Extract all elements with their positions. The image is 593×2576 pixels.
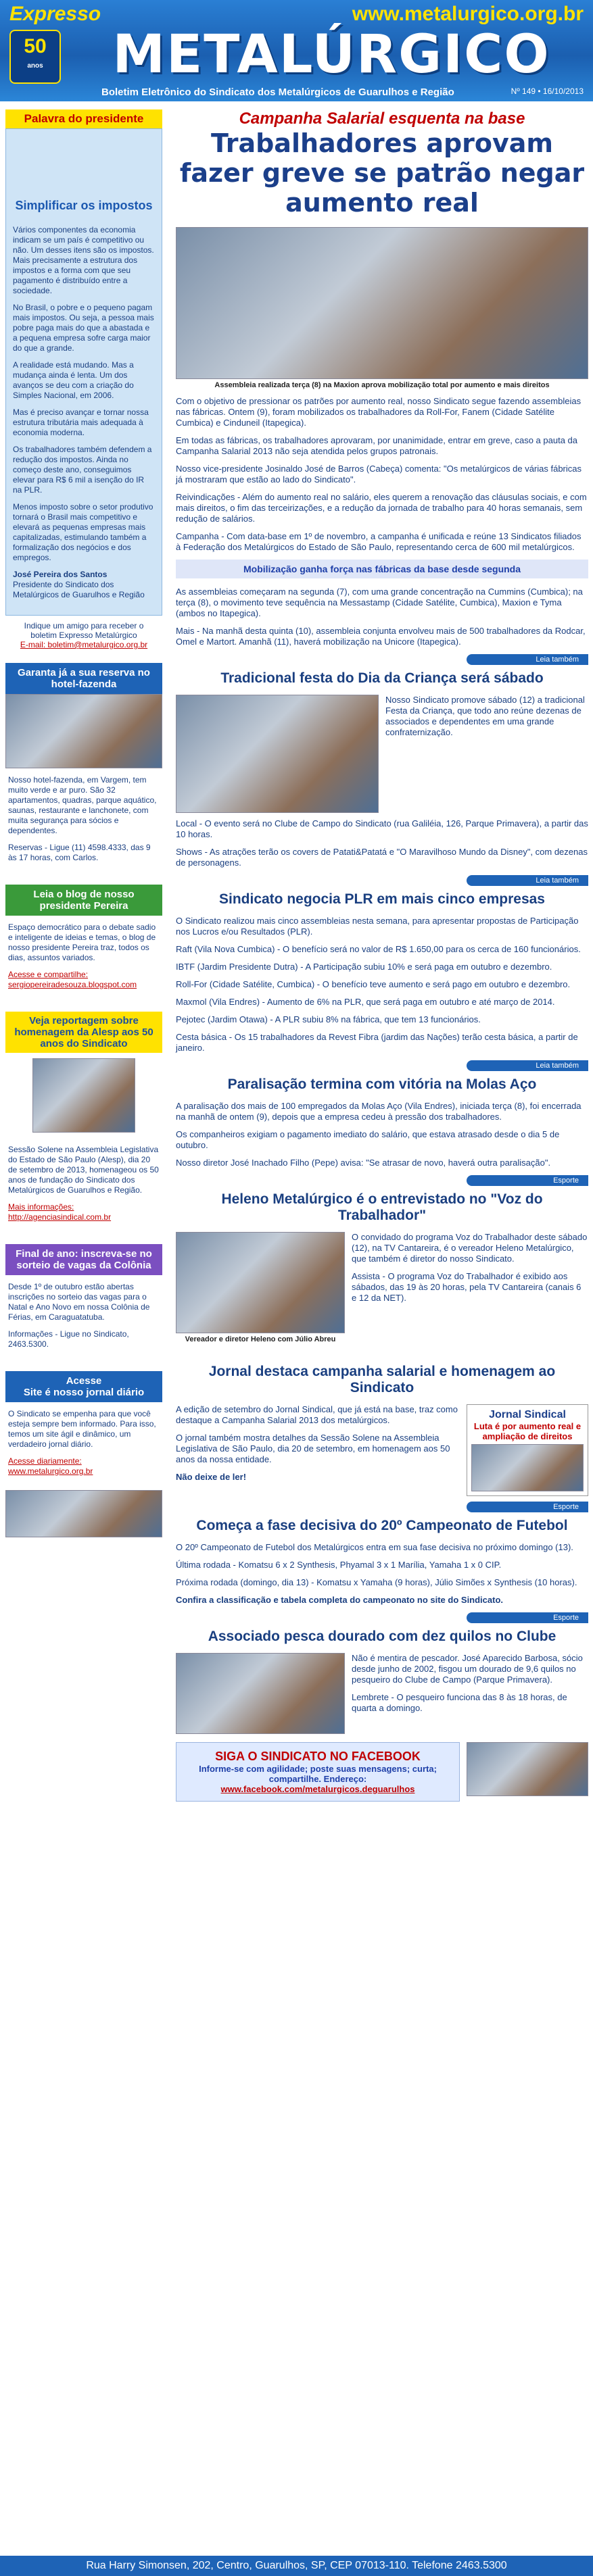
blog-text: Espaço democrático para o debate sadio e inteligente de ideias e temas, o blog de nosso presidente Pereira traz, todos os dias, assuntos variados. — [8, 922, 156, 962]
jornal-para: A edição de setembro do Jornal Sindical, que já está na base, traz como destaque a Campanha Salarial 2013 dos metalúrgicos. — [176, 1404, 458, 1425]
hotel-header: Garanta já a sua reserva no hotel-fazenda — [5, 663, 162, 694]
plr-item: O Sindicato realizou mais cinco assembleias nesta semana, para apresentar propostas de Participação nos Lucros e/ou Resultados (PLR). — [176, 916, 579, 937]
indique-box: Indique um amigo para receber o boletim Expresso Metalúrgico E-mail: boletim@metalurgico.org.br — [5, 616, 162, 655]
president-para: A realidade está mudando. Mas a mudança ainda é lenta. Um dos avanços se deu com a criação do Simples Nacional, em 2006. — [13, 360, 134, 400]
left-column — [5, 109, 162, 1537]
article-para: Com o objetivo de pressionar os patrões por aumento real, nosso Sindicato segue fazendo assembleias nas fábricas. Ontem (9), foram mobilizados os trabalhadores da Roll-For, Fanem (Cidade Satélite Cumbica) e Cinduneil (Itapegica). — [176, 396, 582, 428]
esporte-tag: Esporte — [467, 1502, 588, 1512]
heleno-assist: Assista - O programa Voz do Trabalhador é exibido aos sábados, das 19 às 20 horas, pela TV Cantareira (canais 6 e 12 da NET). — [352, 1271, 582, 1303]
crianca-photo — [176, 695, 379, 813]
leia-tag: Leia também — [467, 1060, 588, 1071]
molas-para: Os companheiros exigiam o pagamento imediato do salário, que estava atrasado desde o dia 5 de outubro. — [176, 1129, 560, 1150]
crianca-text: Nosso Sindicato promove sábado (12) a tradicional Festa da Criança, que todo ano reúne dezenas de associados e dependentes em uma grande confraternização. — [385, 695, 585, 737]
hotel-photo — [5, 694, 162, 768]
futebol-para: Última rodada - Komatsu 6 x 2 Synthesis, Phyamal 3 x 1 Marília, Yamaha 1 x 0 CIP. — [176, 1560, 502, 1570]
article-para: Mais - Na manhã desta quinta (10), assembleia conjunta envolveu mais de 500 trabalhadores da Rodcar, Omel e Martort. Amanhã (11), haverá mobilização na Unicore (Itapegica). — [176, 626, 586, 647]
site-link[interactable]: Acesse diariamente: www.metalurgico.org.br — [8, 1456, 93, 1476]
band-mobilizacao: Mobilização ganha força nas fábricas da base desde segunda — [176, 560, 588, 578]
final-info: Informações - Ligue no Sindicato, 2463.5300. — [8, 1329, 129, 1349]
alesp-link[interactable]: Mais informações: http://agenciasindical.com.br — [8, 1202, 112, 1222]
pesca-lembrete: Lembrete - O pesqueiro funciona das 8 às 18 horas, de quarta a domingo. — [352, 1692, 567, 1713]
molas-title: Paralisação termina com vitória na Molas Aço — [227, 1076, 537, 1092]
photo-caption: Assembleia realizada terça (8) na Maxion aprova mobilização total por aumento e mais direitos — [214, 381, 550, 389]
jornal-title: Jornal destaca campanha salarial e homenagem ao Sindicato — [208, 1364, 556, 1395]
site-url[interactable]: www.metalurgico.org.br — [352, 3, 584, 25]
leia-tag: Leia também — [467, 875, 588, 886]
final-header: Final de ano: inscreva-se no sorteio de vagas da Colônia — [5, 1244, 162, 1275]
president-sign: José Pereira dos Santos — [13, 570, 108, 579]
logo-50-anos: 50 anos — [9, 30, 61, 84]
site-screenshot — [5, 1490, 162, 1537]
president-header: Palavra do presidente — [5, 109, 162, 128]
site-text: O Sindicato se empenha para que você esteja sempre bem informado. Para isso, temos um site ágil e dinâmico, um verdadeiro jornal diário. — [8, 1409, 156, 1449]
president-title: Simplificar os impostos — [15, 199, 153, 212]
jornal-para: O jornal também mostra detalhes da Sessão Solene na Assembleia Legislativa de São Paulo, dia 20 de setembro, em homenagem aos 50 anos da nossa entidade. — [176, 1433, 450, 1464]
president-para: No Brasil, o pobre e o pequeno pagam mais impostos. Ou seja, a pessoa mais pobre paga mais do que a abastada e a pequena empresa sofre carga maior do que a grande. — [13, 303, 154, 353]
masthead-title: METALÚRGICO — [112, 24, 550, 85]
crianca-title: Tradicional festa do Dia da Criança será sábado — [220, 670, 544, 686]
president-para: Os trabalhadores também defendem a redução dos impostos. Ainda no começo deste ano, conseguimos elevar para R$ 6 mil a isenção do IR na PLR. — [13, 445, 152, 495]
kicker: Campanha Salarial esquenta na base — [239, 109, 525, 128]
main-column — [176, 109, 588, 1802]
heleno-title: Heleno Metalúrgico é o entrevistado no "Voz do Trabalhador" — [221, 1191, 543, 1223]
futebol-para: Próxima rodada (domingo, dia 13) - Komatsu x Yamaha (9 horas), Júlio Simões x Synthesis (10 horas). — [176, 1577, 577, 1587]
futebol-title: Começa a fase decisiva do 20º Campeonato de Futebol — [196, 1518, 568, 1533]
hotel-text: Nosso hotel-fazenda, em Vargem, tem muito verde e ar puro. São 32 apartamentos, quadras, parque aquático, saunas, restaurante e lanchonete, com muita segurança para sócios e dependentes. — [8, 775, 157, 835]
president-para: Vários componentes da economia indicam se um país é competitivo ou não. Um desses itens são os impostos. Mais precisamente a estrutura dos impostos e a forma com que seu pagamento é distribuído entre a sociedade. — [13, 225, 154, 295]
facebook-link[interactable]: www.facebook.com/metalurgicos.deguarulhos — [220, 1784, 415, 1794]
article-para: Nosso vice-presidente Josinaldo José de Barros (Cabeça) comenta: "Os metalúrgicos de várias fábricas já mostraram que estão ao lado do Sindicato". — [176, 464, 582, 485]
facebook-screenshot — [467, 1742, 588, 1796]
header — [0, 0, 593, 101]
blog-header: Leia o blog de nosso presidente Pereira — [5, 885, 162, 916]
molas-para: A paralisação dos mais de 100 empregados da Molas Aço (Vila Endres), iniciada terça (8), foi encerrada na manhã de ontem (9), depois que a empresa cedeu à pressão dos trabalhadores. — [176, 1101, 582, 1122]
article-para: Campanha - Com data-base em 1º de novembro, a campanha é unificada e reúne 13 Sindicatos filiados à Federação dos Metalúrgicos do Estado de São Paulo, representando cerca de 600 mil metalúrgicos. — [176, 531, 582, 552]
plr-item: Cesta básica - Os 15 trabalhadores da Revest Fibra (jardim das Nações) terão cesta básica, a partir de janeiro. — [176, 1032, 578, 1053]
assembly-photo — [176, 227, 588, 379]
crianca-shows: Shows - As atrações terão os covers de Patati&Patatá e "O Maravilhoso Mundo da Disney", com dezenas de personagens. — [176, 847, 588, 868]
headline: Trabalhadores aprovam fazer greve se patrão negar aumento real — [179, 128, 585, 218]
pesca-photo — [176, 1653, 345, 1734]
article-para: Reivindicações - Além do aumento real no salário, eles querem a renovação das cláusulas sociais, e com mais direitos, o fim das terceirizações, e a redução da jornada de trabalho para 40 horas semanais, sem redução de salários. — [176, 492, 587, 524]
jornal-cta: Não deixe de ler! — [176, 1472, 247, 1482]
article-para: As assembleias começaram na segunda (7), com uma grande concentração na Cummins (Cumbica); na terça (8), o movimento teve sequência na Messastamp (Cidade Satélite, Cumbica), Maxion e Tyma (ambos no Itapegica). — [176, 587, 583, 618]
indique-email[interactable]: E-mail: boletim@metalurgico.org.br — [20, 640, 148, 649]
futebol-para: O 20º Campeonato de Futebol dos Metalúrgicos entra em sua fase decisiva no próximo domingo (13). — [176, 1542, 573, 1552]
jornal-cover: Jornal Sindical Luta é por aumento real e ampliação de direitos — [467, 1404, 588, 1496]
alesp-photo — [32, 1058, 135, 1133]
alesp-header: Veja reportagem sobre homenagem da Alesp aos 50 anos do Sindicato — [5, 1012, 162, 1053]
blog-link[interactable]: Acesse e compartilhe: sergiopereiradesouza.blogspot.com — [8, 970, 137, 989]
final-text: Desde 1º de outubro estão abertas inscrições no sorteio das vagas para o Natal e Ano Novo em nossa Colônia de Férias, em Caraguatatuba. — [8, 1282, 150, 1322]
site-header: Acesse Site é nosso jornal diário — [5, 1371, 162, 1402]
hotel-reservas: Reservas - Ligue (11) 4598.4333, das 9 às 17 horas, com Carlos. — [8, 843, 151, 862]
pesca-title: Associado pesca dourado com dez quilos no Clube — [208, 1629, 556, 1644]
issue-number: Nº 149 • 16/10/2013 — [511, 86, 584, 96]
leia-tag: Leia também — [467, 654, 588, 665]
heleno-text: O convidado do programa Voz do Trabalhador deste sábado (12), na TV Cantareira, é o vereador Heleno Metalúrgico, que também é diretor do nosso Sindicato. — [352, 1232, 588, 1264]
plr-item: Roll-For (Cidade Satélite, Cumbica) - O benefício teve aumento e será pago em outubro e dezembro. — [176, 979, 571, 989]
heleno-caption: Vereador e diretor Heleno com Júlio Abreu — [185, 1335, 336, 1343]
plr-item: IBTF (Jardim Presidente Dutra) - A Participação subiu 10% e será paga em outubro e dezembro. — [176, 962, 552, 972]
esporte-tag: Esporte — [467, 1612, 588, 1623]
esporte-tag: Esporte — [467, 1175, 588, 1186]
plr-item: Pejotec (Jardim Otawa) - A PLR subiu 8% na fábrica, que tem 13 funcionários. — [176, 1014, 481, 1024]
president-para: Menos imposto sobre o setor produtivo tornará o Brasil mais competitivo e elevará as pequenas empresas mais capitalizadas, estimulando também a formalização dos negócios e dos empregos. — [13, 502, 153, 562]
president-para: Mas é preciso avançar e tornar nossa estrutura tributária mais adequada à economia moderna. — [13, 407, 149, 437]
plr-title: Sindicato negocia PLR em mais cinco empresas — [218, 891, 545, 907]
crianca-local: Local - O evento será no Clube de Campo do Sindicato (rua Galiléia, 126, Parque Primavera), a partir das 10 horas. — [176, 818, 588, 839]
facebook-box: SIGA O SINDICATO NO FACEBOOK Informe-se com agilidade; poste suas mensagens; curta; compartilhe. Endereço: www.facebook.com/metalurgicos.deguarulhos — [176, 1742, 460, 1802]
masthead-subtitle: Boletim Eletrônico do Sindicato dos Metalúrgicos de Guarulhos e Região — [101, 86, 454, 98]
plr-item: Raft (Vila Nova Cumbica) - O benefício será no valor de R$ 1.650,00 para os cerca de 160 funcionários. — [176, 944, 581, 954]
futebol-link[interactable]: Confira a classificação e tabela completa do campeonato no site do Sindicato. — [176, 1595, 504, 1605]
footer-address: Rua Harry Simonsen, 202, Centro, Guarulhos, SP, CEP 07013-110. Telefone 2463.5300 — [0, 2556, 593, 2576]
president-role: Presidente do Sindicato dos Metalúrgicos de Guarulhos e Região — [13, 580, 145, 599]
heleno-photo — [176, 1232, 345, 1333]
alesp-text: Sessão Solene na Assembleia Legislativa do Estado de São Paulo (Alesp), dia 20 de setembro de 2013, homenageou os 50 anos de fundação do Sindicato dos Metalúrgicos de Guarulhos e Região. — [8, 1145, 159, 1195]
plr-item: Maxmol (Vila Endres) - Aumento de 6% na PLR, que será paga em outubro e até março de 2014. — [176, 997, 555, 1007]
article-para: Em todas as fábricas, os trabalhadores aprovaram, por unanimidade, entrar em greve, caso a pauta da Campanha Salarial 2013 não seja atendida pelos grupos patronais. — [176, 435, 577, 456]
pesca-text: Não é mentira de pescador. José Aparecido Barbosa, sócio desde junho de 2002, fisgou um dourado de 9,6 quilos no pesqueiro do Clube de Campo (Parque Primavera). — [352, 1653, 583, 1685]
brand-top: Expresso — [9, 3, 101, 25]
president-box — [5, 128, 162, 616]
molas-para: Nosso diretor José Inachado Filho (Pepe) avisa: "Se atrasar de novo, haverá outra paralisação". — [176, 1158, 551, 1168]
